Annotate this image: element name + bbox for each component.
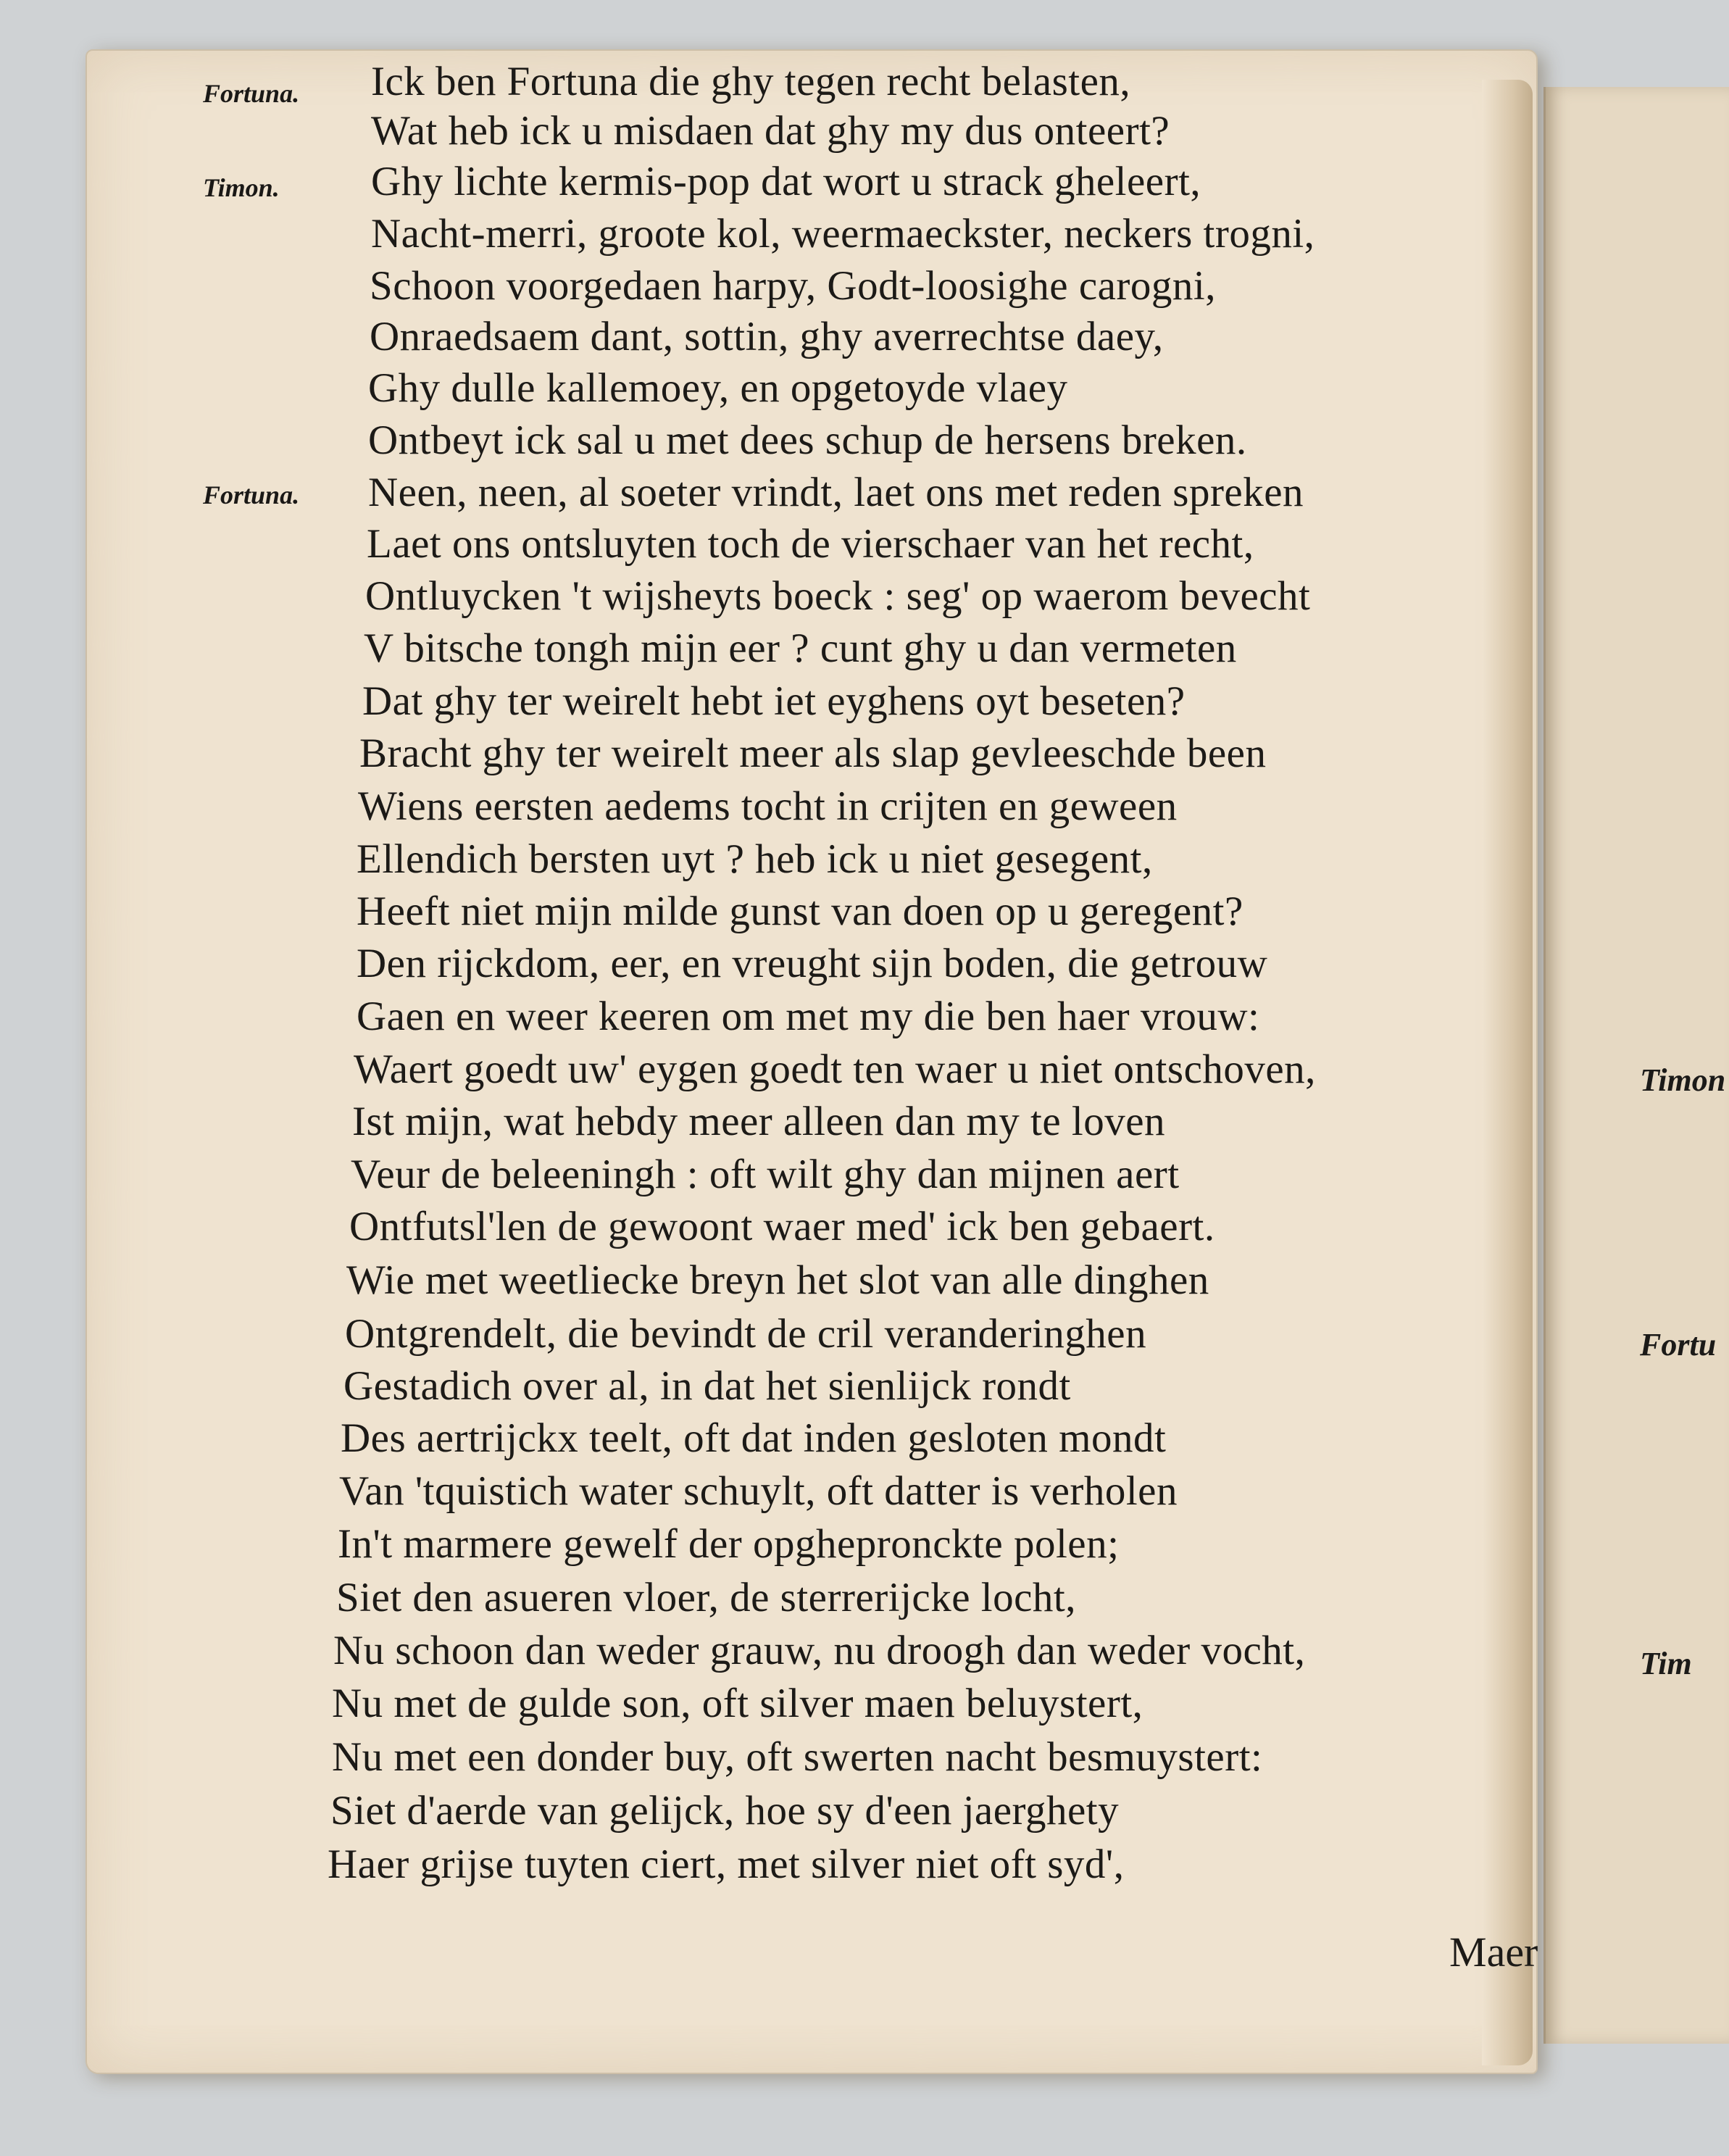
- verse-line: In't marmere gewelf der opghepronckte polen;: [338, 1521, 1120, 1567]
- verse-line: Nacht-merri, groote kol, weermaeckster, neckers trogni,: [371, 211, 1315, 257]
- verse-line: Ontbeyt ick sal u met dees schup de hersens breken.: [368, 417, 1247, 463]
- catchword: Maer: [1449, 1928, 1538, 1976]
- verse-line: Siet den asueren vloer, de sterrerijcke locht,: [336, 1575, 1076, 1620]
- verse-line: Ellendich bersten uyt ? heb ick u niet gesegent,: [357, 836, 1153, 882]
- speaker-timon: Timon.: [203, 173, 280, 202]
- verse-line: Wie met weetliecke breyn het slot van alle dinghen: [346, 1257, 1209, 1303]
- verse-line: Gestadich over al, in dat het sienlijck rondt: [343, 1363, 1071, 1409]
- speaker-fortuna-2: Fortuna.: [203, 480, 300, 509]
- verse-line: Heeft niet mijn milde gunst van doen op u geregent?: [357, 888, 1243, 934]
- verse-line: Ontfutsl'len de gewoont waer med' ick ben gebaert.: [349, 1204, 1215, 1249]
- verse-line: Den rijckdom, eer, en vreught sijn boden, die getrouw: [357, 941, 1268, 986]
- verse-line: Bracht ghy ter weirelt meer als slap gevleeschde been: [359, 731, 1267, 776]
- verse-line: Wiens eersten aedems tocht in crijten en geween: [358, 783, 1178, 829]
- page-edge: [1482, 80, 1533, 2065]
- facing-speaker-timon: Timon: [1640, 1062, 1726, 1098]
- verse-line: Ghy dulle kallemoey, en opgetoyde vlaey: [368, 365, 1068, 411]
- verse-line: Ist mijn, wat hebdy meer alleen dan my te loven: [352, 1099, 1166, 1144]
- verse-line: Ontluycken 't wijsheyts boeck : seg' op waerom bevecht: [365, 573, 1311, 619]
- verse-line: Nu met de gulde son, oft silver maen beluystert,: [332, 1681, 1143, 1726]
- facing-speaker-timon-2: Tim: [1640, 1646, 1692, 1681]
- speaker-fortuna: Fortuna.: [203, 79, 300, 108]
- verse-line: Dat ghy ter weirelt hebt iet eyghens oyt beseten?: [362, 678, 1186, 724]
- verse-line: Schoon voorgedaen harpy, Godt-loosighe carogni,: [370, 263, 1216, 309]
- verse-line: Veur de beleeningh : oft wilt ghy dan mijnen aert: [351, 1152, 1180, 1197]
- verse-line: Van 'tquistich water schuylt, oft datter is verholen: [339, 1468, 1178, 1514]
- verse-line: Gaen en weer keeren om met my die ben haer vrouw:: [357, 994, 1260, 1039]
- verse-line: Onraedsaem dant, sottin, ghy averrechtse daey,: [370, 314, 1164, 359]
- verse-line: Wat heb ick u misdaen dat ghy my dus onteert?: [371, 108, 1170, 154]
- verse-line: Nu met een donder buy, oft swerten nacht besmuystert:: [332, 1734, 1263, 1780]
- verse-line: Des aertrijckx teelt, oft dat inden gesloten mondt: [341, 1415, 1167, 1461]
- verse-line: V bitsche tongh mijn eer ? cunt ghy u dan vermeten: [364, 625, 1237, 671]
- facing-speaker-fortuna: Fortu: [1640, 1327, 1717, 1362]
- verse-line: Waert goedt uw' eygen goedt ten waer u niet ontschoven,: [354, 1046, 1316, 1092]
- verse-line: Ghy lichte kermis-pop dat wort u strack gheleert,: [371, 159, 1201, 204]
- verse-line: Siet d'aerde van gelijck, hoe sy d'een jaerghety: [330, 1788, 1120, 1834]
- verse-line: Neen, neen, al soeter vrindt, laet ons met reden spreken: [368, 470, 1304, 515]
- verse-line: Laet ons ontsluyten toch de vierschaer van het recht,: [367, 521, 1254, 567]
- verse-line: Ick ben Fortuna die ghy tegen recht belasten,: [371, 59, 1131, 104]
- verse-line: Haer grijse tuyten ciert, met silver niet oft syd',: [328, 1841, 1125, 1887]
- facing-page: [1543, 87, 1729, 2044]
- verse-line: Nu schoon dan weder grauw, nu droogh dan weder vocht,: [333, 1628, 1306, 1673]
- verse-line: Ontgrendelt, die bevindt de cril veranderinghen: [345, 1311, 1147, 1357]
